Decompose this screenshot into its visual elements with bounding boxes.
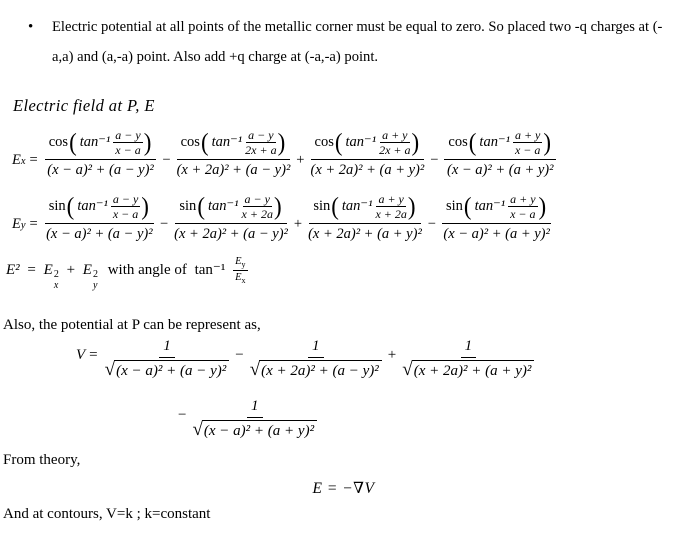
subscript: x <box>53 279 59 291</box>
subscript: x <box>241 276 246 286</box>
angle-text: with angle of <box>107 262 187 279</box>
plus-operator: + <box>387 347 397 364</box>
ex-label <box>12 152 42 169</box>
ey-over-ex-fraction <box>233 255 247 286</box>
ey-term-2 <box>174 192 288 243</box>
inner-numerator: a + y <box>382 128 408 142</box>
radicand: (x − a)² + (a + y)² <box>202 420 317 441</box>
bullet-text: Electric potential at all points of the metallic corner must be equal to zero. So placed two -q charges at (-a,a) and (a,-a) point. Also add +q charge at (-a,-a) point. <box>52 19 663 65</box>
radical-icon: √ <box>402 358 413 380</box>
e-magnitude-equation <box>6 255 248 291</box>
radicand: (x + 2a)² + (a + y)² <box>412 360 535 381</box>
ey-base: E <box>82 262 92 279</box>
inner-numerator: a − y <box>244 192 270 206</box>
ex-equation <box>12 128 556 179</box>
arctan-label: tan⁻¹ <box>207 198 239 215</box>
inner-fraction <box>242 192 273 222</box>
ey-label <box>12 216 42 233</box>
trig-fn: sin <box>179 198 197 215</box>
ey-equation <box>12 192 551 243</box>
ex-term-4 <box>444 128 556 179</box>
inner-fraction <box>379 128 410 158</box>
right-paren-icon: ) <box>141 193 149 221</box>
v-term-3 <box>402 338 534 380</box>
minus-operator: − <box>159 215 169 232</box>
radical-icon: √ <box>104 358 116 380</box>
inner-fraction <box>513 128 542 158</box>
left-paren-icon: ( <box>331 193 339 221</box>
v-equation-line-2 <box>172 398 317 440</box>
inner-numerator: a + y <box>378 192 404 206</box>
ey-term-3 <box>308 192 422 243</box>
radical-icon: √ <box>192 418 203 440</box>
denominator: (x − a)² + (a − y)² <box>47 161 154 178</box>
minus-operator: − <box>235 347 244 364</box>
radical-icon: √ <box>249 358 261 380</box>
ex-subscript: x <box>20 155 26 167</box>
small-numerator <box>233 255 247 271</box>
superscript: 2 <box>92 269 98 281</box>
ey-subscript: y <box>20 219 26 231</box>
ex-term-3 <box>310 128 424 179</box>
left-paren-icon: ( <box>69 129 77 157</box>
radicand: (x + 2a)² + (a − y)² <box>259 360 382 381</box>
ey-base: E <box>12 215 21 232</box>
ey-scripts <box>93 270 98 291</box>
e-squared: E² <box>6 262 20 279</box>
v-term-1 <box>105 338 230 380</box>
inner-numerator: a + y <box>514 128 541 142</box>
denominator: (x + 2a)² + (a − y)² <box>174 225 288 242</box>
from-theory-text: From theory, <box>3 452 81 468</box>
arctan-label: tan⁻¹ <box>345 134 377 151</box>
ex-base: E <box>12 151 21 168</box>
right-paren-icon: ) <box>538 193 547 221</box>
denominator: (x + 2a)² + (a + y)² <box>308 225 422 242</box>
numerator: 1 <box>308 338 324 358</box>
right-paren-icon: ) <box>407 193 416 221</box>
trig-fn: cos <box>48 134 69 151</box>
inner-denominator: 2x + a <box>379 143 411 158</box>
trig-fn: cos <box>448 134 468 151</box>
arctan-label: tan⁻¹ <box>474 198 506 215</box>
v-term-4 <box>192 398 317 440</box>
denominator: (x − a)² + (a − y)² <box>46 225 153 242</box>
right-paren-icon: ) <box>543 129 552 157</box>
v-term-2 <box>250 338 382 380</box>
right-paren-icon: ) <box>143 129 152 157</box>
inner-denominator: x − a <box>510 207 536 222</box>
plus-operator: + <box>66 262 76 279</box>
inner-denominator: x − a <box>112 207 139 222</box>
equals-sign: = <box>27 262 36 279</box>
radicand: (x − a)² + (a − y)² <box>114 360 229 381</box>
trig-fn: cos <box>180 134 200 151</box>
sqrt-denominator <box>192 418 317 441</box>
denominator: (x − a)² + (a + y)² <box>446 161 554 178</box>
denominator: (x + 2a)² + (a − y)² <box>176 161 291 178</box>
plus-operator: + <box>296 151 305 168</box>
trig-fn: sin <box>445 198 463 215</box>
equals-sign: = <box>29 151 38 168</box>
gradient-equation: E = −∇V <box>312 480 375 497</box>
numerator: 1 <box>159 338 175 358</box>
arctan-label: tan⁻¹ <box>341 198 373 215</box>
right-paren-icon: ) <box>411 129 420 157</box>
right-paren-icon: ) <box>273 193 282 221</box>
bullet-icon: • <box>28 19 34 35</box>
sqrt-denominator <box>402 358 534 381</box>
minus-operator: − <box>427 215 436 232</box>
arctan-label: tan⁻¹ <box>211 134 243 151</box>
trig-fn: sin <box>313 198 331 215</box>
inner-denominator: x + 2a <box>241 207 273 222</box>
left-paren-icon: ( <box>334 129 343 157</box>
potential-intro-text: Also, the potential at P can be represent as, <box>3 317 261 333</box>
sqrt-denominator <box>105 358 230 381</box>
inner-denominator: 2x + a <box>245 143 277 158</box>
sqrt-denominator <box>250 358 382 381</box>
minus-operator: − <box>430 151 439 168</box>
inner-fraction <box>245 128 276 158</box>
e-base: E <box>235 272 242 284</box>
v-equation-line-1 <box>76 338 534 380</box>
inner-fraction <box>508 192 537 222</box>
equals-sign: = <box>89 347 98 364</box>
subscript: y <box>92 279 98 291</box>
ey-term-1 <box>45 192 154 243</box>
minus-operator: − <box>162 151 171 168</box>
section-heading: Electric field at P, E <box>13 96 155 115</box>
denominator: (x + 2a)² + (a + y)² <box>310 161 425 178</box>
arctan-label: tan⁻¹ <box>479 134 510 151</box>
small-denominator <box>235 271 245 286</box>
inner-denominator: x − a <box>115 143 141 158</box>
left-paren-icon: ( <box>200 129 209 157</box>
bullet-paragraph <box>28 13 680 72</box>
numerator: 1 <box>247 398 263 418</box>
ex-term-1 <box>45 128 157 179</box>
ex-base: E <box>43 262 53 279</box>
contours-text: And at contours, V=k ; k=constant <box>3 506 211 522</box>
trig-fn: cos <box>314 134 334 151</box>
left-paren-icon: ( <box>468 129 477 157</box>
ey-term-4 <box>442 192 551 243</box>
inner-fraction <box>113 128 142 158</box>
inner-fraction <box>111 192 140 222</box>
left-paren-icon: ( <box>463 193 472 221</box>
arctan-label: tan⁻¹ <box>77 198 108 215</box>
numerator: 1 <box>461 338 477 358</box>
inner-numerator: a + y <box>510 192 536 206</box>
inner-numerator: a − y <box>115 128 141 142</box>
arctan-label: tan⁻¹ <box>194 262 226 279</box>
inner-denominator: x − a <box>514 143 541 158</box>
subscript: y <box>241 260 246 270</box>
e-base: E <box>235 256 242 267</box>
equals-sign: = <box>29 215 38 232</box>
v-label <box>76 347 102 365</box>
minus-operator: − <box>178 407 187 424</box>
inner-numerator: a − y <box>248 128 274 142</box>
left-paren-icon: ( <box>66 193 75 221</box>
ex-scripts <box>54 270 59 291</box>
inner-denominator: x + 2a <box>375 207 407 222</box>
left-paren-icon: ( <box>197 193 205 221</box>
superscript: 2 <box>53 269 59 281</box>
arctan-label: tan⁻¹ <box>79 134 111 151</box>
v-base: V <box>76 347 86 364</box>
denominator: (x − a)² + (a + y)² <box>443 225 550 242</box>
inner-numerator: a − y <box>112 192 139 206</box>
trig-fn: sin <box>48 198 66 215</box>
ex-term-2 <box>177 128 291 179</box>
inner-fraction <box>375 192 406 222</box>
plus-operator: + <box>293 215 303 232</box>
right-paren-icon: ) <box>277 129 286 157</box>
